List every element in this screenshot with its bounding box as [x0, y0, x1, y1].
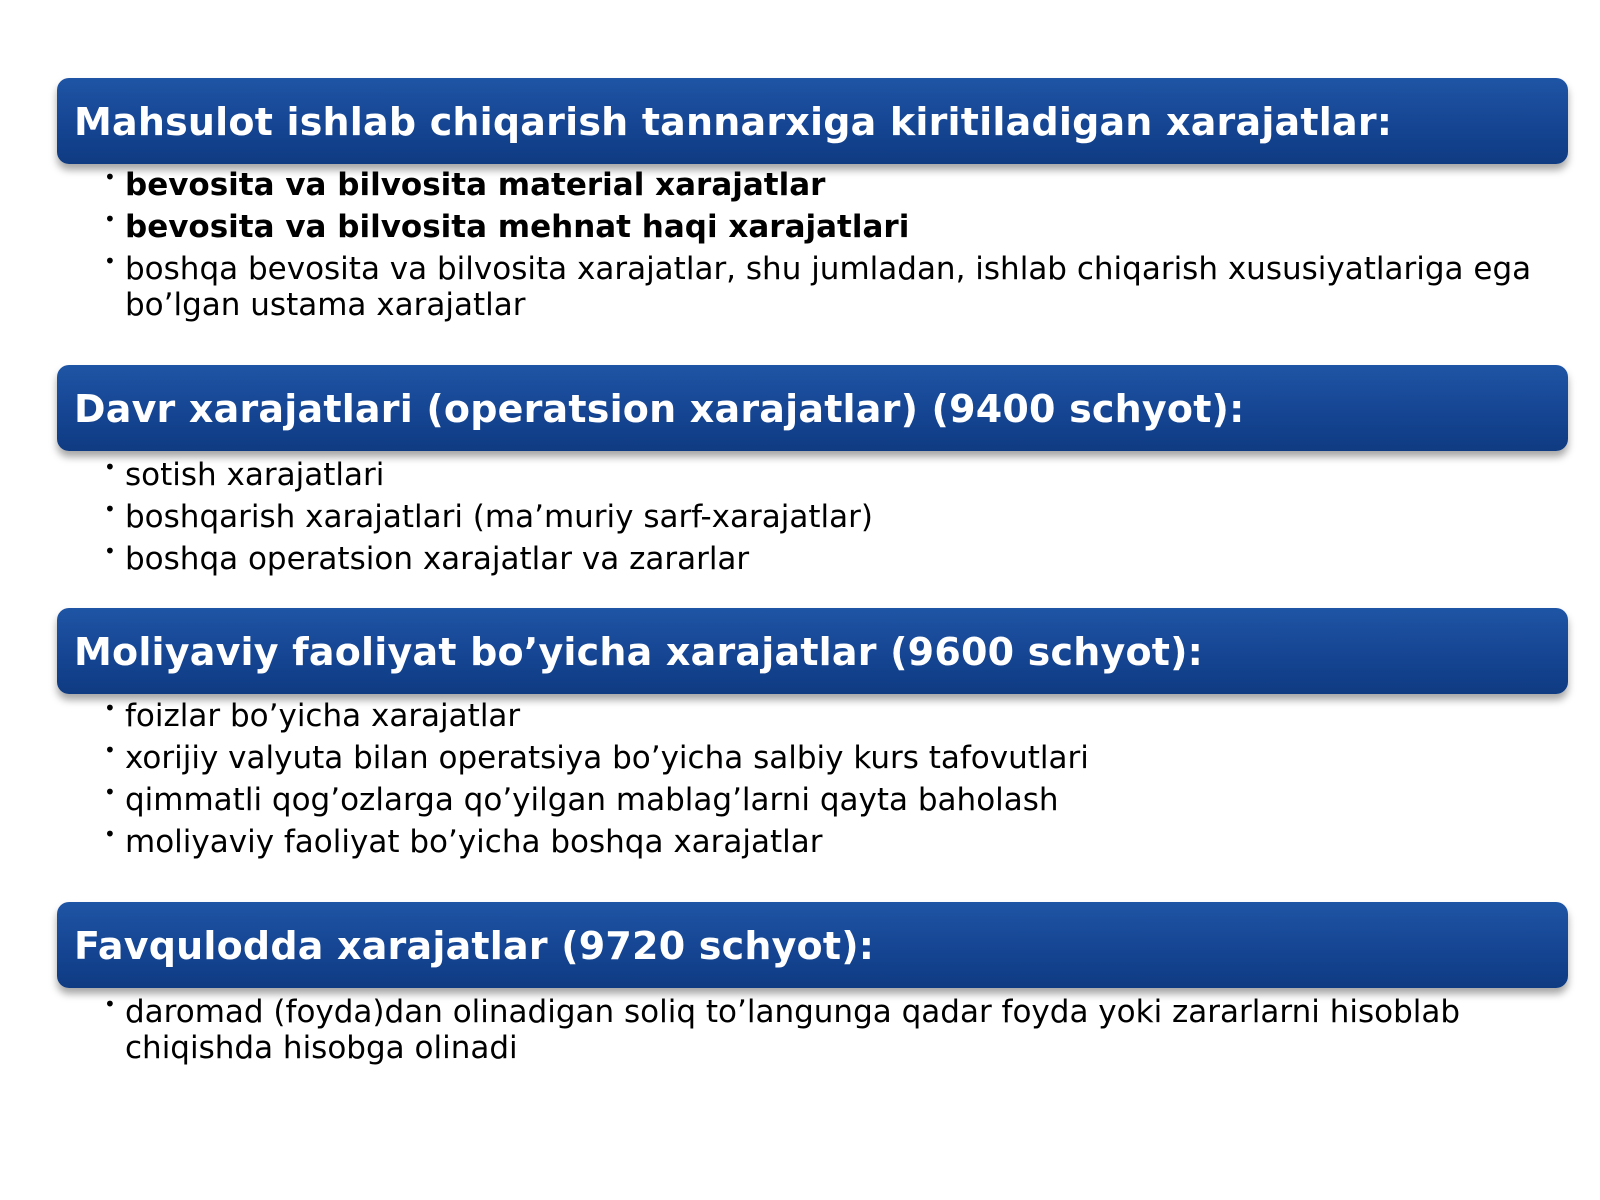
- list-item-text: foizlar bo’yicha xarajatlar: [125, 698, 521, 734]
- list-item-text: bevosita va bilvosita mehnat haqi xarajatlari: [125, 209, 910, 245]
- list-item-text: bevosita va bilvosita material xarajatlar: [125, 167, 826, 203]
- bullet-list-extraordinary-costs: [104, 994, 1544, 1072]
- list-item: [104, 994, 1544, 1066]
- list-item: [104, 499, 1544, 535]
- list-item-text: xorijiy valyuta bilan operatsiya bo’yicha salbiy kurs tafovutlari: [125, 740, 1089, 776]
- list-item-text: daromad (foyda)dan olinadigan soliq to’langunga qadar foyda yoki zararlarni hisoblab chiqishda hisobga olinadi: [125, 994, 1461, 1066]
- list-item: [104, 782, 1544, 818]
- bullet-icon: •: [104, 738, 116, 762]
- bullet-icon: •: [104, 539, 116, 563]
- section-title: Davr xarajatlari (operatsion xarajatlar) (9400 schyot):: [74, 387, 1245, 431]
- list-item: [104, 541, 1544, 577]
- bullet-icon: •: [104, 497, 116, 521]
- bullet-icon: •: [104, 165, 116, 189]
- bullet-icon: •: [104, 207, 116, 231]
- list-item: [104, 457, 1544, 493]
- list-item: [104, 824, 1544, 860]
- section-title: Moliyaviy faoliyat bo’yicha xarajatlar (9600 schyot):: [74, 630, 1204, 674]
- list-item: [104, 740, 1544, 776]
- list-item: [104, 209, 1544, 245]
- bullet-icon: •: [104, 992, 116, 1016]
- bullet-icon: •: [104, 780, 116, 804]
- list-item-text: boshqarish xarajatlari (ma’muriy sarf-xarajatlar): [125, 499, 873, 535]
- bullet-icon: •: [104, 249, 116, 273]
- list-item: [104, 698, 1544, 734]
- list-item-text: sotish xarajatlari: [125, 457, 385, 493]
- list-item: [104, 251, 1544, 323]
- section-header-period-costs: [57, 365, 1568, 451]
- bullet-icon: •: [104, 696, 116, 720]
- section-header-production-costs: [57, 78, 1568, 164]
- list-item: [104, 167, 1544, 203]
- section-header-financial-costs: [57, 608, 1568, 694]
- list-item-text: boshqa operatsion xarajatlar va zararlar: [125, 541, 750, 577]
- bullet-list-financial-costs: [104, 698, 1544, 866]
- bullet-icon: •: [104, 822, 116, 846]
- section-title: Mahsulot ishlab chiqarish tannarxiga kiritiladigan xarajatlar:: [74, 100, 1393, 144]
- bullet-list-period-costs: [104, 457, 1544, 583]
- section-title: Favqulodda xarajatlar (9720 schyot):: [74, 924, 875, 968]
- section-header-extraordinary-costs: [57, 902, 1568, 988]
- bullet-list-production-costs: [104, 167, 1544, 329]
- list-item-text: boshqa bevosita va bilvosita xarajatlar, shu jumladan, ishlab chiqarish xususiyatlariga ega bo’lgan ustama xarajatlar: [125, 251, 1532, 323]
- list-item-text: moliyaviy faoliyat bo’yicha boshqa xarajatlar: [125, 824, 823, 860]
- bullet-icon: •: [104, 455, 116, 479]
- list-item-text: qimmatli qog’ozlarga qo’yilgan mablag’larni qayta baholash: [125, 782, 1059, 818]
